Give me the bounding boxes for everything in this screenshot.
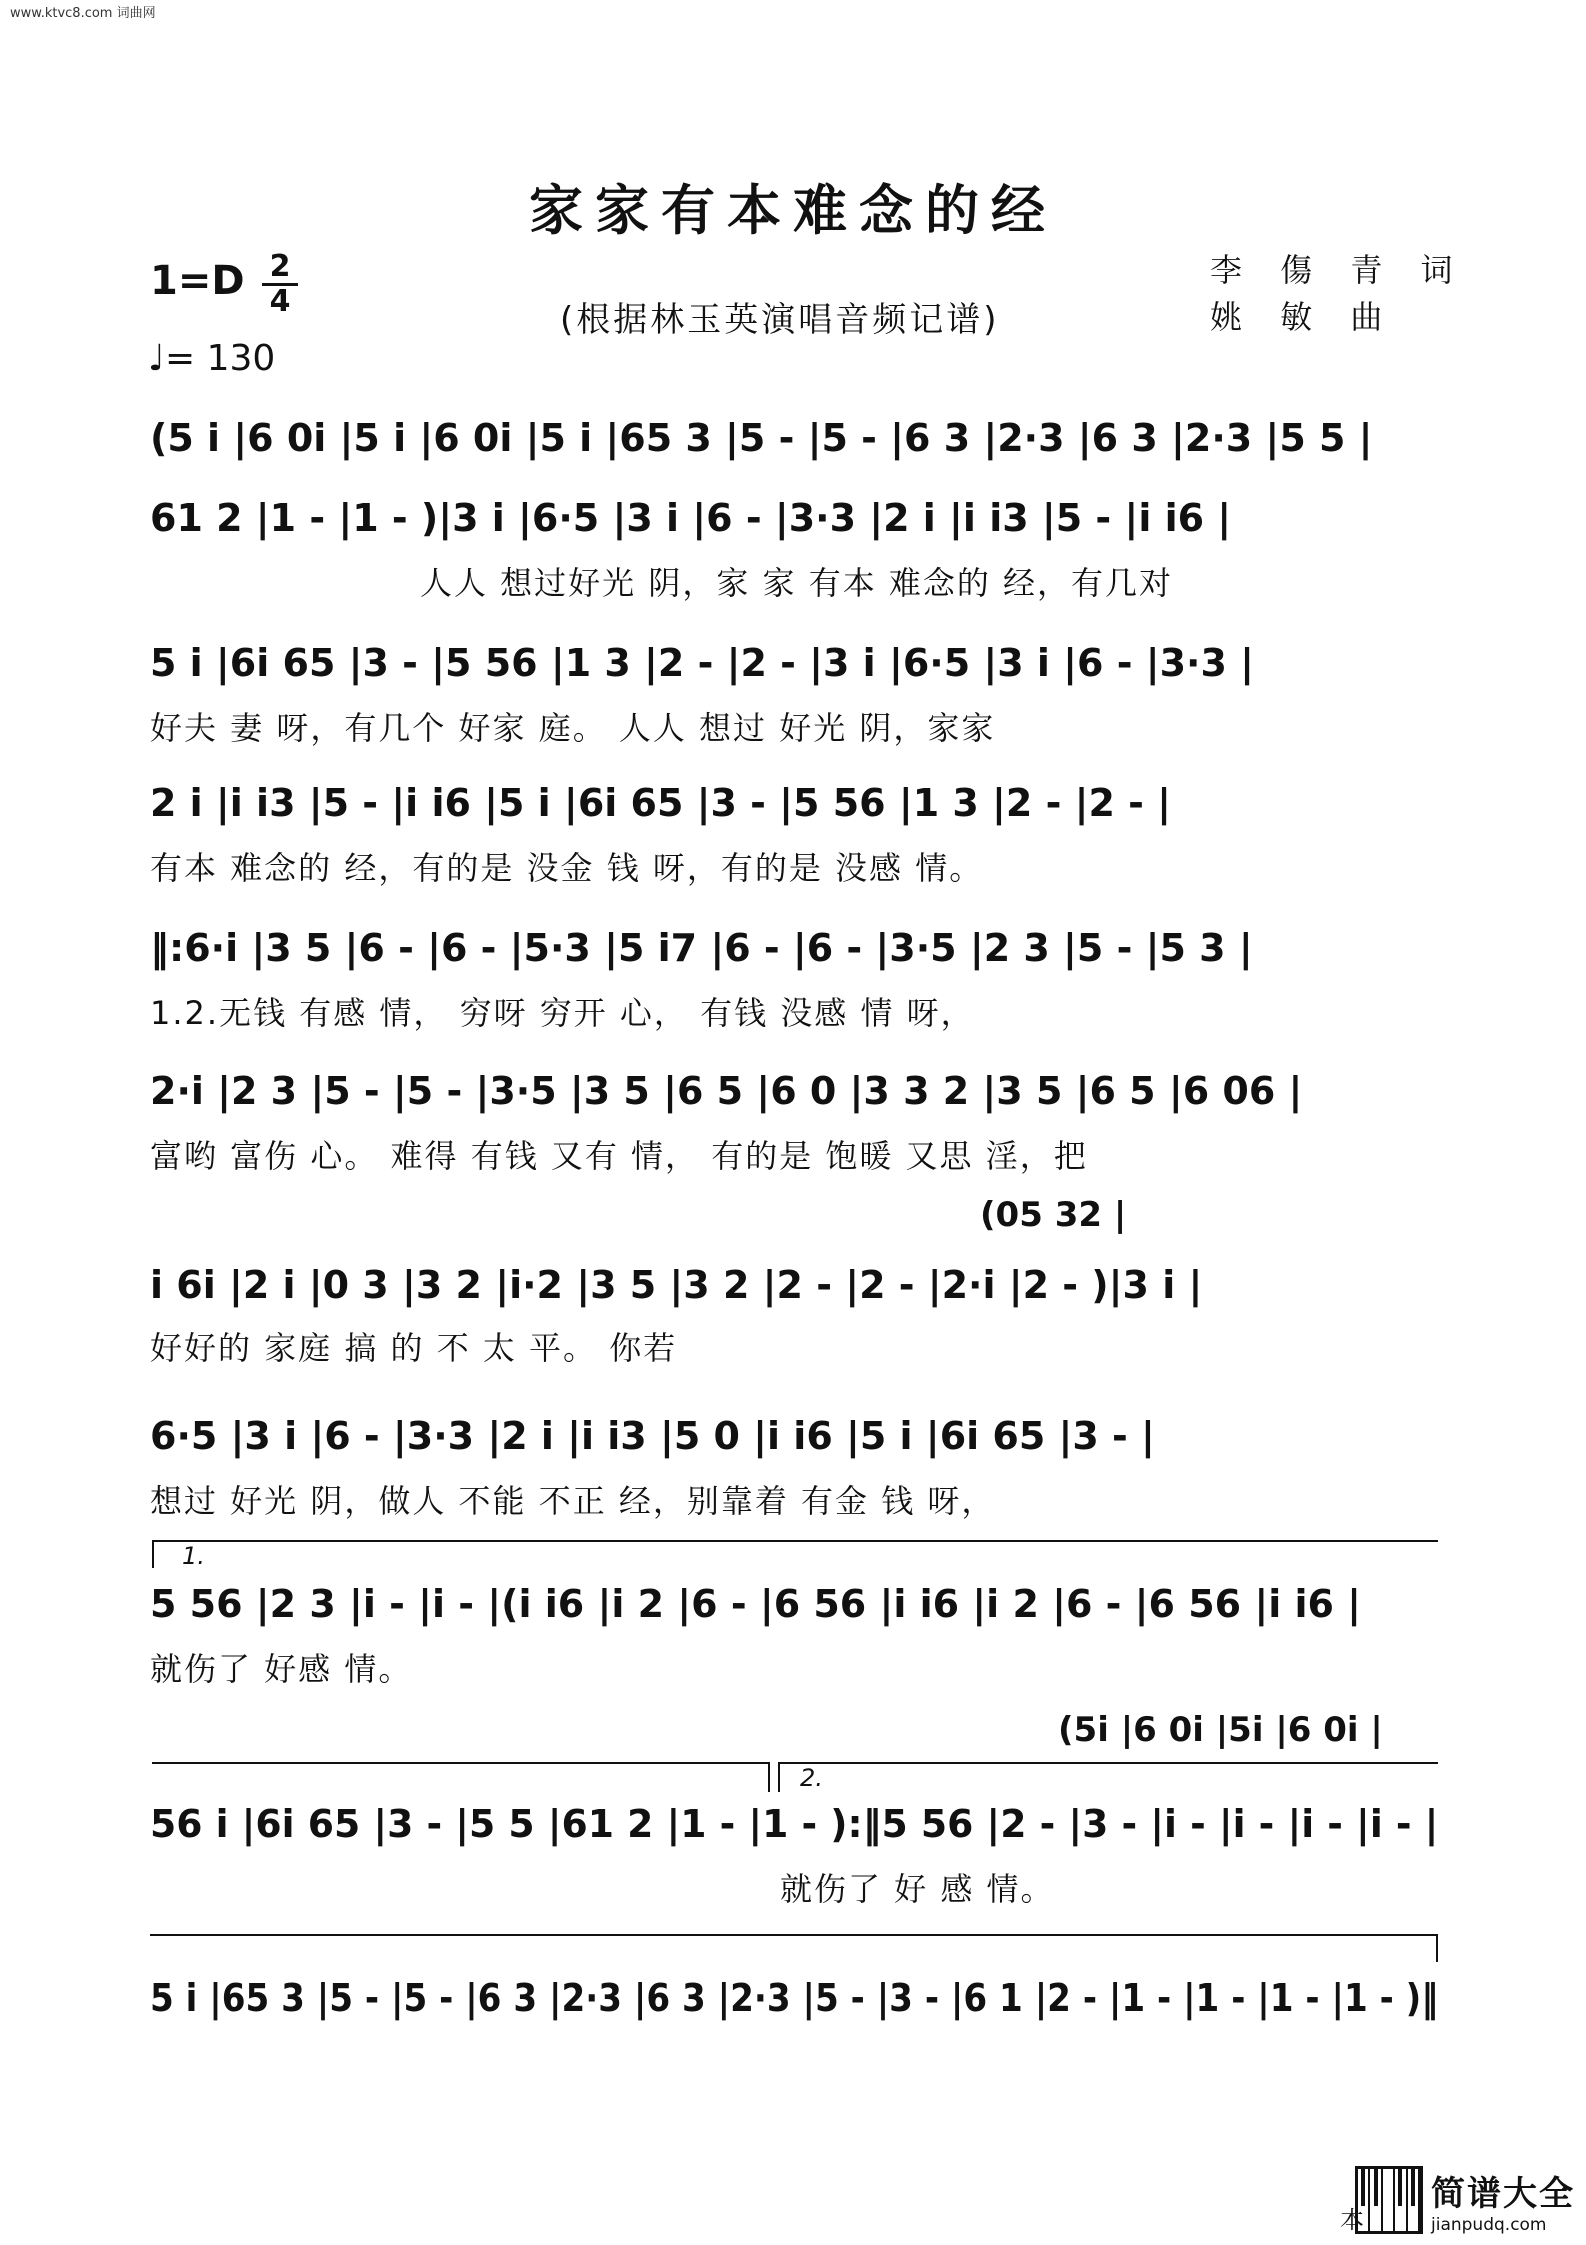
first-ending-bracket-cont: [152, 1762, 768, 1764]
logo-url: jianpudq.com: [1431, 2214, 1547, 2235]
lyricist-credit: 李 傷 青 词: [1210, 251, 1467, 289]
notes-line: 56 i |6i 65 |3 - |5 5 |61 2 |1 - |1 - ):‖5 56 |2 - |3 - |i - |i - |i - |i - |: [150, 1802, 1439, 1846]
first-ending-label: 1.: [182, 1542, 205, 1570]
notes-line: 5 i |65 3 |5 - |5 - |6 3 |2·3 |6 3 |2·3 |5 - |3 - |6 1 |2 - |1 - |1 - |1 - |1 - )‖: [150, 1976, 1439, 2020]
time-signature: [262, 249, 298, 319]
notes-line: (5 i |6 0i |5 i |6 0i |5 i |65 3 |5 - |5 - |6 3 |2·3 |6 3 |2·3 |5 5 |: [150, 416, 1373, 460]
lyrics-line: 1.2.无钱 有感 情， 穷呀 穷开 心， 有钱 没感 情 呀，: [150, 994, 975, 1032]
interlude-notes: (05 32 |: [980, 1195, 1127, 1235]
coda-bracket: [150, 1934, 1438, 1936]
logo-name: 简谱大全: [1431, 2173, 1575, 2214]
song-title: 家家有本难念的经: [529, 178, 1057, 242]
lyrics-line: 好夫 妻 呀，有几个 好家 庭。 人人 想过 好光 阴，家家: [150, 709, 996, 747]
lyrics-line: 富哟 富伤 心。 难得 有钱 又有 情， 有的是 饱暖 又思 淫，把: [150, 1137, 1088, 1175]
notes-line: 2·i |2 3 |5 - |5 - |3·5 |3 5 |6 5 |6 0 |3 3 2 |3 5 |6 5 |6 06 |: [150, 1069, 1303, 1113]
lyrics-line: 人人 想过好光 阴，家 家 有本 难念的 经，有几对: [420, 564, 1174, 602]
lyrics-line: 就伤了 好 感 情。: [780, 1870, 1055, 1908]
first-ending-bracket: [152, 1540, 1438, 1542]
tempo-mark: ♩= 130: [148, 338, 276, 379]
first-ending-end-tick: [768, 1762, 770, 1792]
lyrics-line: 好好的 家庭 搞 的 不 太 平。 你若: [150, 1329, 678, 1367]
lyrics-line: 就伤了 好感 情。: [150, 1650, 413, 1688]
notes-line: ‖:6·i |3 5 |6 - |6 - |5·3 |5 i7 |6 - |6 - |3·5 |2 3 |5 - |5 3 |: [150, 926, 1253, 970]
lyrics-line: 有本 难念的 经，有的是 没金 钱 呀，有的是 没感 情。: [150, 849, 984, 887]
lyrics-line: 想过 好光 阴，做人 不能 不正 经，别靠着 有金 钱 呀，: [150, 1482, 996, 1520]
composer-credit: 姚 敏 曲: [1210, 298, 1397, 336]
second-ending-label: 2.: [800, 1764, 823, 1792]
notes-line: 2 i |i i3 |5 - |i i6 |5 i |6i 65 |3 - |5 56 |1 3 |2 - |2 - |: [150, 781, 1172, 825]
piano-icon: [1355, 2166, 1423, 2234]
first-ending-tick: [152, 1540, 154, 1568]
second-ending-bracket: [778, 1762, 1438, 1764]
notes-line: i 6i |2 i |0 3 |3 2 |i·2 |3 5 |3 2 |2 - |2 - |2·i |2 - )|3 i |: [150, 1263, 1203, 1307]
interlude-notes: (5i |6 0i |5i |6 0i |: [1058, 1710, 1383, 1750]
source-watermark: www.ktvc8.com 词曲网: [10, 6, 156, 21]
key-signature: 1=D: [150, 258, 245, 304]
page-number: 本: [1340, 2206, 1364, 2234]
notes-line: 5 i |6i 65 |3 - |5 56 |1 3 |2 - |2 - |3 i |6·5 |3 i |6 - |3·3 |: [150, 641, 1255, 685]
notes-line: 5 56 |2 3 |i - |i - |(i i6 |i 2 |6 - |6 56 |i i6 |i 2 |6 - |6 56 |i i6 |: [150, 1582, 1362, 1626]
notes-line: 6·5 |3 i |6 - |3·3 |2 i |i i3 |5 0 |i i6 |5 i |6i 65 |3 - |: [150, 1414, 1155, 1458]
site-logo[interactable]: [1355, 2160, 1579, 2240]
meter-top: 2: [269, 249, 291, 284]
coda-end-tick: [1436, 1934, 1438, 1962]
meter-bottom: 4: [269, 284, 291, 319]
subtitle: (根据林玉英演唱音频记谱): [560, 300, 1000, 340]
notes-line: 61 2 |1 - |1 - )|3 i |6·5 |3 i |6 - |3·3 |2 i |i i3 |5 - |i i6 |: [150, 496, 1232, 540]
second-ending-tick: [778, 1762, 780, 1792]
